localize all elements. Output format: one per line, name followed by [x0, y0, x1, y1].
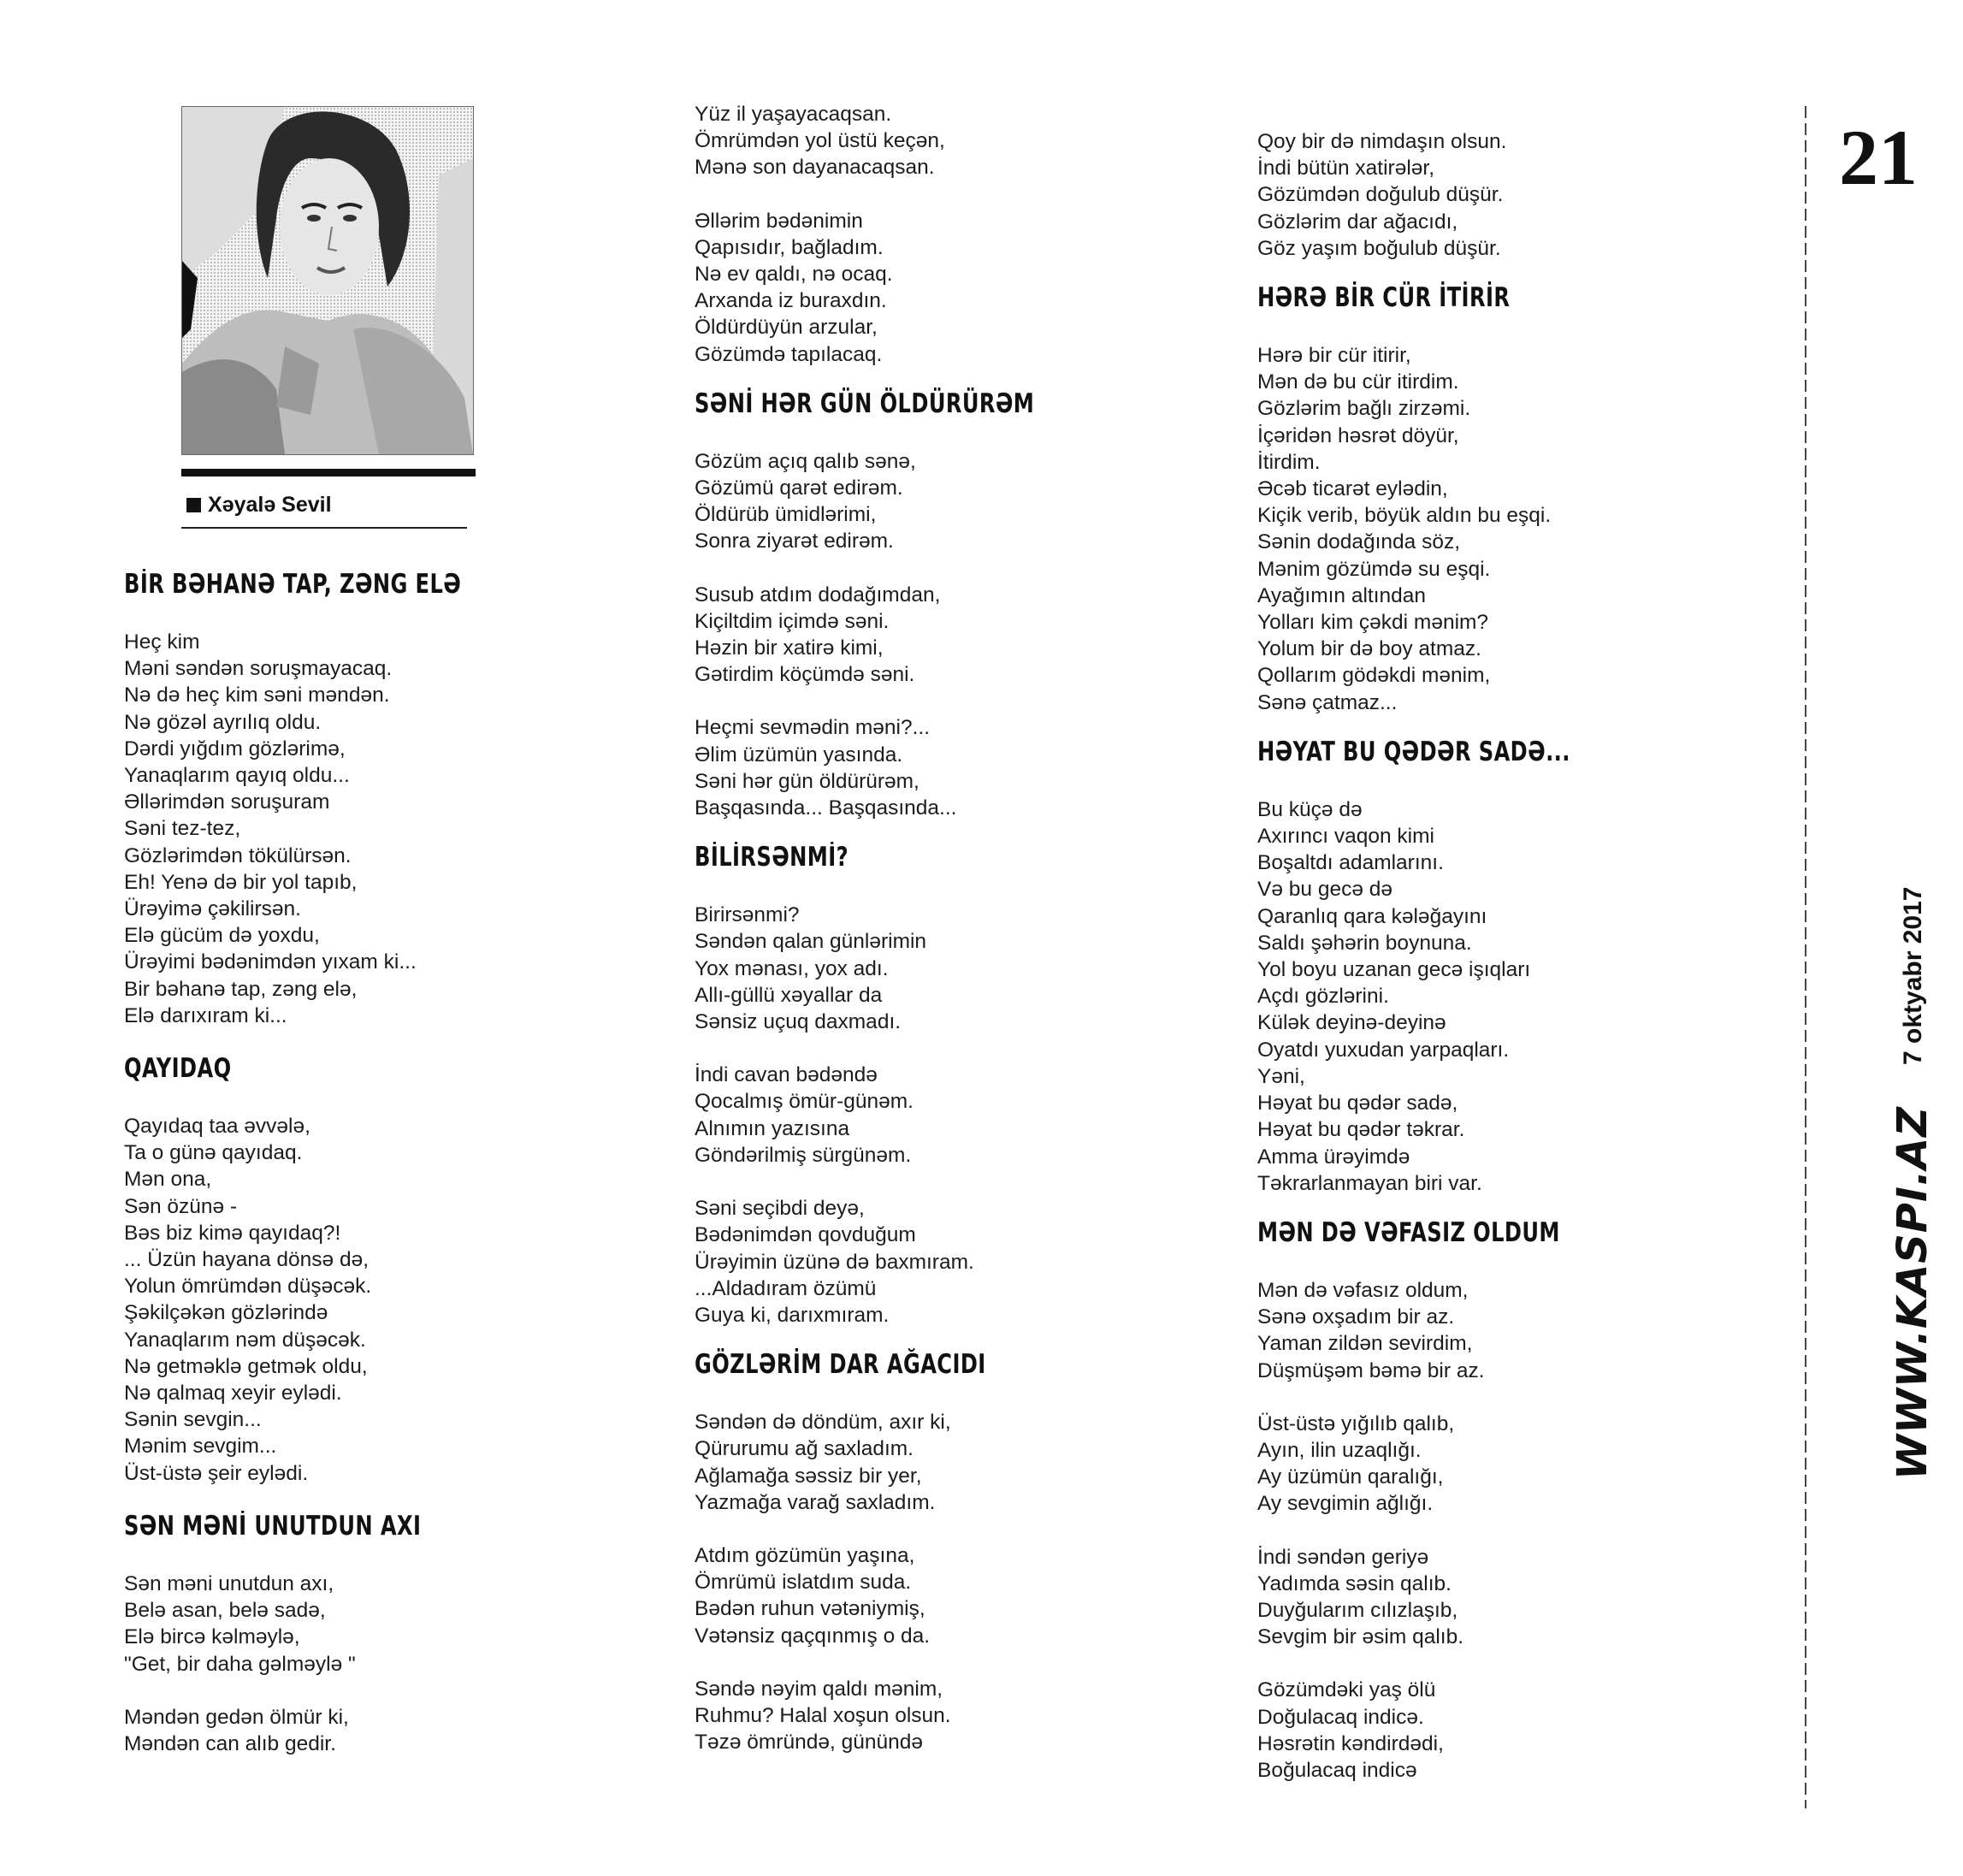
poem-line: İçəridən həsrət döyür,: [1257, 423, 1459, 447]
poem: [124, 1509, 569, 1757]
poem-body: [695, 101, 1174, 368]
poem-line: Yəni,: [1257, 1064, 1305, 1088]
poem-line: Ömrümü islatdım suda.: [695, 1571, 912, 1595]
poem-line: Axırıncı vaqon kimi: [1257, 825, 1434, 849]
poem-line: Yadımda səsin qalıb.: [1257, 1571, 1452, 1595]
poem-line: Susub atdım dodağımdan,: [695, 583, 941, 607]
poem-line: Əlim üzümün yasında.: [695, 743, 903, 766]
poem-line: Ay üzümün qaralığı,: [1257, 1465, 1444, 1489]
stanza: [695, 1542, 1174, 1649]
poem-title: SƏN MƏNİ UNUTDUN AXI: [124, 1510, 422, 1542]
poem-line: Belə asan, belə sadə,: [124, 1599, 326, 1623]
poem-line: Yaman zildən sevirdim,: [1257, 1332, 1473, 1356]
poem-line: Mən ona,: [124, 1168, 212, 1192]
page-number: 21: [1839, 114, 1918, 201]
poem-line: Başqasında... Başqasında...: [695, 796, 957, 820]
poem-gap: [695, 368, 1174, 387]
poem-line: Nə də heç kim səni məndən.: [124, 684, 390, 707]
poem-line: Gözlərim bağlı zirzəmi.: [1257, 397, 1471, 421]
poem-body: [1257, 128, 1736, 262]
poem-line: Nə gözəl ayrılıq oldu.: [124, 710, 322, 734]
poem-line: "Get, bir daha gəlməylə ": [124, 1652, 356, 1676]
stanza: [695, 1062, 1174, 1169]
poem: [1257, 281, 1736, 716]
poem-line: Kiçik verib, böyük aldın bu eşqi.: [1257, 504, 1552, 528]
poem-line: Mən də bu cür itirdim.: [1257, 370, 1459, 394]
poem-line: Qapısıdır, bağladım.: [695, 235, 884, 259]
poem-line: Atdım gözümün yaşına,: [695, 1543, 915, 1567]
poem: [695, 1347, 1174, 1755]
poem-line: Sən özünə -: [124, 1194, 238, 1218]
stanza: [695, 582, 1174, 689]
poem-line: Ayın, ilin uzaqlığı.: [1257, 1438, 1422, 1462]
column-3: [1257, 101, 1736, 1784]
poem-line: Üst-üstə şeir eylədi.: [124, 1461, 309, 1485]
poem-line: Amma ürəyimdə: [1257, 1145, 1410, 1169]
poem-line: Gözümü qarət edirəm.: [695, 476, 903, 500]
poem-line: Gözümdəki yaş ölü: [1257, 1678, 1436, 1702]
poem-line: ...Aldadıram özümü: [695, 1276, 877, 1300]
poem-title: SƏNİ HƏR GÜN ÖLDÜRÜRƏM: [695, 388, 1035, 419]
stanza: [695, 101, 1174, 181]
author-rule-thick: [181, 469, 476, 476]
poem-line: Mənim gözümdə su eşqi.: [1257, 557, 1491, 581]
poem-line: Ürəyimə çəkilirsən.: [124, 897, 301, 921]
poem-line: İndi cavan bədəndə: [695, 1063, 878, 1087]
poem-line: Mənə son dayanacaqsan.: [695, 156, 935, 180]
poem-line: Gözüm açıq qalıb sənə,: [695, 449, 916, 473]
poem-body: [1257, 1277, 1736, 1784]
poem-line: Yüz il yaşayacaqsan.: [695, 103, 892, 126]
author-byline: [186, 493, 332, 518]
poem-line: Bir bəhanə tap, zəng elə,: [124, 977, 358, 1001]
poem-line: İndi bütün xatirələr,: [1257, 157, 1435, 180]
poem-line: Nə ev qaldı, nə ocaq.: [695, 263, 893, 287]
poem-line: Yolları kim çəkdi mənim?: [1257, 611, 1489, 635]
poem-line: Açdı gözlərini.: [1257, 985, 1389, 1009]
poem-body: [695, 902, 1174, 1329]
poem-body: [124, 1571, 569, 1757]
poem-line: Sənsiz uçuq daxmadı.: [695, 1010, 902, 1034]
poem-title: MƏN DƏ VƏFASIZ OLDUM: [1257, 1216, 1560, 1248]
poem-line: Saldı şəhərin boynuna.: [1257, 931, 1472, 955]
poem-line: Gözümdən doğulub düşür.: [1257, 183, 1504, 207]
poem-line: Ruhmu? Halal xoşun olsun.: [695, 1703, 951, 1727]
poem-line: Elə darıxıram ki...: [124, 1003, 287, 1027]
site-url: WWW.KASPI.AZ: [1889, 1105, 1936, 1480]
stanza: [1257, 1277, 1736, 1384]
poem-line: Səndən qalan günlərimin: [695, 930, 927, 954]
stanza: [695, 1409, 1174, 1516]
poem-gap: [124, 1487, 569, 1509]
poem: [124, 1051, 569, 1487]
poem-line: Sənin sevgin...: [124, 1408, 262, 1432]
poem-line: Səndən də döndüm, axır ki,: [695, 1411, 951, 1435]
stanza: [124, 1704, 569, 1757]
poem-line: Qürurumu ağ saxladım.: [695, 1437, 914, 1461]
poem-line: Sənin dodağında söz,: [1257, 530, 1461, 554]
poem-body: [124, 629, 569, 1029]
bullet-square-icon: [186, 498, 201, 512]
poem-line: Heçmi sevmədin məni?...: [695, 716, 931, 740]
poem: [1257, 1216, 1736, 1784]
poem-body: [695, 448, 1174, 821]
poem-line: Boğulacaq indicə: [1257, 1758, 1417, 1782]
poem-line: Alnımın yazısına: [695, 1116, 850, 1140]
poem-title: HƏRƏ BİR CÜR İTİRİR: [1257, 282, 1511, 314]
poem-line: Ay sevgimin ağlığı.: [1257, 1492, 1434, 1516]
poem-line: Həyat bu qədər təkrar.: [1257, 1118, 1465, 1142]
poem-line: Vətənsiz qaçqınmış o da.: [695, 1624, 931, 1648]
poem-line: Əllərimdən soruşuram: [124, 790, 330, 814]
poem-line: Allı-güllü xəyallar da: [695, 983, 883, 1007]
poem-line: Məni səndən soruşmayacaq.: [124, 657, 393, 681]
poem-line: Qollarım gödəkdi mənim,: [1257, 664, 1491, 688]
margin-divider: [1805, 106, 1806, 1808]
poem-line: Bəs biz kimə qayıdaq?!: [124, 1221, 341, 1245]
poem-gap: [1257, 1197, 1736, 1216]
stanza: [695, 1195, 1174, 1329]
stanza: [695, 208, 1174, 368]
poem: [1257, 735, 1736, 1197]
poem-gap: [695, 1329, 1174, 1347]
poem-line: Məndən gedən ölmür ki,: [124, 1705, 349, 1729]
poem-line: Həzin bir xatirə kimi,: [695, 636, 884, 660]
poem: [695, 101, 1174, 368]
poem-line: Mən də vəfasız oldum,: [1257, 1278, 1469, 1302]
poem-line: Yox mənası, yox adı.: [695, 956, 889, 980]
stanza: [1257, 1544, 1736, 1651]
poem-title: HƏYAT BU QƏDƏR SADƏ...: [1257, 736, 1570, 767]
poem-line: Ayağımın altından: [1257, 583, 1427, 607]
poem-line: Külək deyinə-deyinə: [1257, 1011, 1446, 1035]
poem-line: Qocalmış ömür-günəm.: [695, 1090, 914, 1114]
poem-gap: [695, 821, 1174, 840]
poem-line: Bu küçə də: [1257, 797, 1363, 821]
poem: [695, 387, 1174, 821]
poem-line: Öldürüb ümidlərimi,: [695, 503, 877, 527]
stanza: [1257, 796, 1736, 1197]
poem-line: Duyğularım cılızlaşıb,: [1257, 1598, 1458, 1622]
poem-line: Ürəyimin üzünə də baxmıram.: [695, 1250, 974, 1274]
poem-line: Gözlərimdən tökülürsən.: [124, 843, 352, 867]
stanza: [1257, 1677, 1736, 1784]
poem-line: Təkrarlanmayan biri var.: [1257, 1171, 1482, 1195]
poem-line: Sən məni unutdun axı,: [124, 1571, 334, 1595]
poem-line: Göz yaşım boğulub düşür.: [1257, 236, 1501, 260]
poem-line: Qaranlıq qara kələğayını: [1257, 904, 1487, 928]
poem-body: [1257, 342, 1736, 716]
stanza: [124, 1113, 569, 1487]
poem-line: Qayıdaq taa əvvələ,: [124, 1115, 310, 1139]
poem-line: Səni hər gün öldürürəm,: [695, 769, 919, 793]
poem-line: Əcəb ticarət eylədin,: [1257, 477, 1448, 501]
column-2: [695, 101, 1174, 1755]
portrait-image: [182, 107, 473, 454]
poem-line: Sonra ziyarət edirəm.: [695, 530, 894, 553]
poem-line: Gözümdə tapılacaq.: [695, 342, 883, 366]
poem-line: Boşaltdı adamlarını.: [1257, 851, 1444, 875]
poem: [124, 567, 569, 1029]
poem-line: Hərə bir cür itirir,: [1257, 344, 1411, 368]
poem-line: Öldürdüyün arzular,: [695, 316, 878, 340]
poem-line: Gətirdim köçümdə səni.: [695, 663, 915, 687]
poem-line: Yol boyu uzanan gecə işıqları: [1257, 958, 1531, 982]
poem-line: Bədən ruhun vətəniymiş,: [695, 1597, 925, 1621]
poem-line: Sevgim bir əsim qalıb.: [1257, 1625, 1464, 1649]
poem-line: Yanaqlarım nəm düşəcək.: [124, 1328, 366, 1352]
column-1: [124, 567, 569, 1757]
author-name: Xəyalə Sevil: [208, 493, 332, 517]
poem-line: Doğulacaq indicə.: [1257, 1705, 1424, 1729]
poem-title: BİLİRSƏNMİ?: [695, 842, 849, 873]
author-photo: [181, 106, 474, 455]
stanza: [695, 714, 1174, 821]
poem-line: Təzə ömründə, günündə: [695, 1731, 923, 1755]
stanza: [695, 448, 1174, 555]
stanza: [124, 1571, 569, 1678]
poem-line: İtirdim.: [1257, 450, 1321, 474]
poem-line: Yazmağa varağ saxladım.: [695, 1490, 936, 1514]
poem-line: İndi səndən geriyə: [1257, 1545, 1429, 1569]
stanza: [1257, 128, 1736, 262]
poem-line: Guya ki, darıxmıram.: [695, 1303, 890, 1327]
poem-line: Ürəyimi bədənimdən yıxam ki...: [124, 950, 417, 974]
poem-gap: [1257, 716, 1736, 735]
poem-title: QAYIDAQ: [124, 1053, 232, 1085]
poem-line: Səndə nəyim qaldı mənim,: [695, 1677, 943, 1701]
poem-gap: [1257, 262, 1736, 281]
stanza: [124, 629, 569, 1029]
poem-line: Düşmüşəm bəmə bir az.: [1257, 1358, 1485, 1382]
poem-line: Mənim sevgim...: [124, 1435, 277, 1459]
poem-body: [1257, 796, 1736, 1197]
stanza: [695, 1676, 1174, 1756]
poem-body: [124, 1113, 569, 1487]
stanza: [1257, 1411, 1736, 1518]
poem-line: Şəkilçəkən gözlərində: [124, 1301, 328, 1325]
poem-line: Əllərim bədənimin: [695, 209, 863, 233]
poem-line: Sənə oxşadım bir az.: [1257, 1305, 1455, 1329]
poem-line: Bədənimdən qovduğum: [695, 1223, 916, 1247]
poem-line: Elə gücüm də yoxdu,: [124, 924, 320, 948]
poem-line: Qoy bir də nimdaşın olsun.: [1257, 130, 1507, 153]
poem: [1257, 128, 1736, 262]
stanza: [695, 902, 1174, 1035]
poem-line: Sənə çatmaz...: [1257, 690, 1398, 714]
poem-line: Elə bircə kəlməylə,: [124, 1625, 300, 1649]
poem-line: Yanaqlarım qayıq oldu...: [124, 764, 350, 788]
stanza: [1257, 342, 1736, 716]
poem-line: ... Üzün hayana dönsə də,: [124, 1248, 370, 1272]
poem-line: Oyatdı yuxudan yarpaqları.: [1257, 1038, 1510, 1062]
poem-line: Gözlərim dar ağacıdı,: [1257, 210, 1458, 234]
author-rule-thin: [181, 527, 467, 529]
poem-line: Səni seçibdi deyə,: [695, 1197, 865, 1221]
poem-line: Həsrətin kəndirdədi,: [1257, 1731, 1444, 1755]
poem-line: Həyat bu qədər sadə,: [1257, 1092, 1458, 1116]
poem-line: Arxanda iz buraxdın.: [695, 289, 887, 313]
poem: [695, 840, 1174, 1329]
poem-body: [695, 1409, 1174, 1755]
poem-line: Dərdi yığdım gözlərimə,: [124, 737, 346, 760]
poem-title: GÖZLƏRİM DAR AĞACIDI: [695, 1349, 986, 1381]
poem-line: Heç kim: [124, 630, 200, 654]
poem-line: Ta o günə qayıdaq.: [124, 1141, 303, 1165]
poem-line: Məndən can alıb gedir.: [124, 1731, 336, 1755]
poem-title: BİR BƏHANƏ TAP, ZƏNG ELƏ: [124, 569, 462, 600]
poem-gap: [124, 1029, 569, 1051]
poem-line: Nə qalmaq xeyir eylədi.: [124, 1382, 342, 1406]
poem-line: Üst-üstə yığılıb qalıb,: [1257, 1411, 1455, 1435]
poem-line: Birirsənmi?: [695, 903, 800, 927]
poem-line: Göndərilmiş sürgünəm.: [695, 1143, 912, 1167]
issue-date: 7 oktyabr 2017: [1899, 886, 1927, 1065]
poem-line: Səni tez-tez,: [124, 817, 241, 841]
poem-line: Yolum bir də boy atmaz.: [1257, 637, 1481, 661]
poem-line: Ömrümdən yol üstü keçən,: [695, 129, 945, 153]
poem-line: Nə getməklə getmək oldu,: [124, 1354, 368, 1378]
poem-line: Və bu gecə də: [1257, 878, 1393, 902]
poem-line: Eh! Yenə də bir yol tapıb,: [124, 870, 358, 894]
poem-line: Ağlamağa səssiz bir yer,: [695, 1464, 922, 1488]
poem-line: Kiçiltdim içimdə səni.: [695, 609, 890, 633]
poem-line: Yolun ömrümdən düşəcək.: [124, 1275, 372, 1299]
